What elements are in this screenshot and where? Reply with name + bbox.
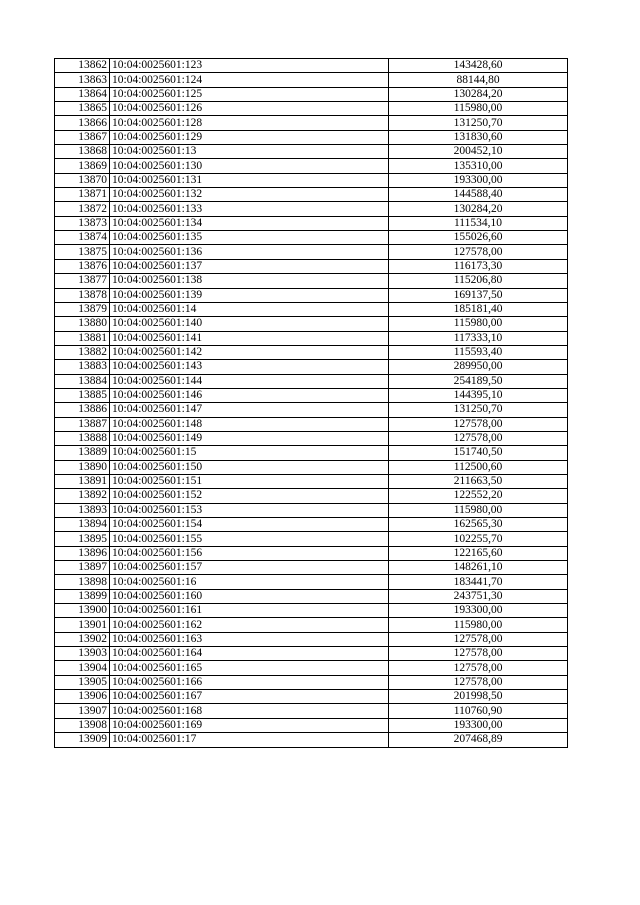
cadastral-number-cell: 10:04:0025601:143 <box>110 360 389 374</box>
row-number-cell: 13887 <box>55 417 110 431</box>
row-number-cell: 13866 <box>55 116 110 130</box>
row-number-cell: 13900 <box>55 604 110 618</box>
table-row <box>55 87 568 101</box>
cadastral-number-cell: 10:04:0025601:149 <box>110 431 389 445</box>
row-number-cell: 13908 <box>55 718 110 732</box>
table-row <box>55 518 568 532</box>
cadastral-number-cell: 10:04:0025601:142 <box>110 345 389 359</box>
row-number-cell: 13862 <box>55 59 110 73</box>
table-row <box>55 661 568 675</box>
row-number-cell: 13905 <box>55 675 110 689</box>
cadastral-number-cell: 10:04:0025601:137 <box>110 259 389 273</box>
cadastral-number-cell: 10:04:0025601:124 <box>110 73 389 87</box>
table-row <box>55 130 568 144</box>
table-row <box>55 216 568 230</box>
table-row <box>55 632 568 646</box>
table-row <box>55 647 568 661</box>
row-number-cell: 13888 <box>55 431 110 445</box>
cadastral-value-cell: 130284,20 <box>389 202 568 216</box>
cadastral-number-cell: 10:04:0025601:131 <box>110 173 389 187</box>
table-row <box>55 489 568 503</box>
row-number-cell: 13902 <box>55 632 110 646</box>
cadastral-number-cell: 10:04:0025601:13 <box>110 145 389 159</box>
cadastral-number-cell: 10:04:0025601:146 <box>110 388 389 402</box>
row-number-cell: 13897 <box>55 561 110 575</box>
cadastral-value-cell: 115593,40 <box>389 345 568 359</box>
row-number-cell: 13879 <box>55 302 110 316</box>
cadastral-number-cell: 10:04:0025601:134 <box>110 216 389 230</box>
cadastral-value-cell: 144395,10 <box>389 388 568 402</box>
cadastral-number-cell: 10:04:0025601:128 <box>110 116 389 130</box>
table-row <box>55 116 568 130</box>
table-row <box>55 733 568 747</box>
cadastral-value-cell: 143428,60 <box>389 59 568 73</box>
row-number-cell: 13899 <box>55 589 110 603</box>
cadastral-value-cell: 122552,20 <box>389 489 568 503</box>
row-number-cell: 13881 <box>55 331 110 345</box>
row-number-cell: 13868 <box>55 145 110 159</box>
cadastral-number-cell: 10:04:0025601:163 <box>110 632 389 646</box>
row-number-cell: 13898 <box>55 575 110 589</box>
cadastral-number-cell: 10:04:0025601:164 <box>110 647 389 661</box>
cadastral-number-cell: 10:04:0025601:157 <box>110 561 389 575</box>
cadastral-value-cell: 117333,10 <box>389 331 568 345</box>
row-number-cell: 13901 <box>55 618 110 632</box>
table-row <box>55 460 568 474</box>
cadastral-value-cell: 127578,00 <box>389 661 568 675</box>
cadastral-value-cell: 151740,50 <box>389 446 568 460</box>
cadastral-number-cell: 10:04:0025601:167 <box>110 690 389 704</box>
table-row <box>55 173 568 187</box>
cadastral-value-cell: 127578,00 <box>389 675 568 689</box>
row-number-cell: 13885 <box>55 388 110 402</box>
cadastral-number-cell: 10:04:0025601:154 <box>110 518 389 532</box>
cadastral-value-cell: 207468,89 <box>389 733 568 747</box>
row-number-cell: 13869 <box>55 159 110 173</box>
cadastral-number-cell: 10:04:0025601:136 <box>110 245 389 259</box>
cadastral-value-cell: 131250,70 <box>389 403 568 417</box>
row-number-cell: 13883 <box>55 360 110 374</box>
cadastral-number-cell: 10:04:0025601:126 <box>110 102 389 116</box>
table-row <box>55 145 568 159</box>
cadastral-value-cell: 131830,60 <box>389 130 568 144</box>
table-row <box>55 202 568 216</box>
cadastral-number-cell: 10:04:0025601:148 <box>110 417 389 431</box>
cadastral-number-cell: 10:04:0025601:166 <box>110 675 389 689</box>
table-row <box>55 675 568 689</box>
row-number-cell: 13892 <box>55 489 110 503</box>
row-number-cell: 13907 <box>55 704 110 718</box>
row-number-cell: 13891 <box>55 474 110 488</box>
cadastral-value-cell: 193300,00 <box>389 173 568 187</box>
cadastral-value-cell: 115980,00 <box>389 618 568 632</box>
row-number-cell: 13863 <box>55 73 110 87</box>
row-number-cell: 13896 <box>55 546 110 560</box>
cadastral-value-cell: 110760,90 <box>389 704 568 718</box>
cadastral-value-cell: 193300,00 <box>389 718 568 732</box>
cadastral-value-cell: 127578,00 <box>389 417 568 431</box>
cadastral-number-cell: 10:04:0025601:155 <box>110 532 389 546</box>
table-row <box>55 374 568 388</box>
cadastral-number-cell: 10:04:0025601:16 <box>110 575 389 589</box>
row-number-cell: 13872 <box>55 202 110 216</box>
cadastral-value-cell: 115206,80 <box>389 274 568 288</box>
row-number-cell: 13877 <box>55 274 110 288</box>
cadastral-value-cell: 289950,00 <box>389 360 568 374</box>
cadastral-value-cell: 144588,40 <box>389 188 568 202</box>
cadastral-number-cell: 10:04:0025601:152 <box>110 489 389 503</box>
table-row <box>55 331 568 345</box>
row-number-cell: 13903 <box>55 647 110 661</box>
cadastral-number-cell: 10:04:0025601:165 <box>110 661 389 675</box>
table-row <box>55 561 568 575</box>
row-number-cell: 13904 <box>55 661 110 675</box>
table-row <box>55 345 568 359</box>
table-row <box>55 73 568 87</box>
table-row <box>55 188 568 202</box>
table-row <box>55 317 568 331</box>
cadastral-number-cell: 10:04:0025601:161 <box>110 604 389 618</box>
table-row <box>55 604 568 618</box>
cadastral-number-cell: 10:04:0025601:151 <box>110 474 389 488</box>
cadastral-number-cell: 10:04:0025601:140 <box>110 317 389 331</box>
row-number-cell: 13894 <box>55 518 110 532</box>
table-row <box>55 245 568 259</box>
table-row <box>55 274 568 288</box>
cadastral-value-cell: 185181,40 <box>389 302 568 316</box>
row-number-cell: 13874 <box>55 231 110 245</box>
row-number-cell: 13875 <box>55 245 110 259</box>
cadastral-number-cell: 10:04:0025601:15 <box>110 446 389 460</box>
table-row <box>55 690 568 704</box>
row-number-cell: 13890 <box>55 460 110 474</box>
row-number-cell: 13895 <box>55 532 110 546</box>
table-row <box>55 618 568 632</box>
table-row <box>55 360 568 374</box>
cadastral-number-cell: 10:04:0025601:133 <box>110 202 389 216</box>
table-row <box>55 474 568 488</box>
cadastral-value-cell: 127578,00 <box>389 632 568 646</box>
cadastral-value-cell: 135310,00 <box>389 159 568 173</box>
cadastral-number-cell: 10:04:0025601:147 <box>110 403 389 417</box>
row-number-cell: 13865 <box>55 102 110 116</box>
table-row <box>55 503 568 517</box>
table-row <box>55 532 568 546</box>
row-number-cell: 13876 <box>55 259 110 273</box>
row-number-cell: 13882 <box>55 345 110 359</box>
table-row <box>55 302 568 316</box>
table-row <box>55 417 568 431</box>
cadastral-value-cell: 115980,00 <box>389 503 568 517</box>
cadastral-number-cell: 10:04:0025601:162 <box>110 618 389 632</box>
cadastral-value-cell: 254189,50 <box>389 374 568 388</box>
cadastral-value-cell: 131250,70 <box>389 116 568 130</box>
cadastral-number-cell: 10:04:0025601:14 <box>110 302 389 316</box>
table-row <box>55 546 568 560</box>
row-number-cell: 13889 <box>55 446 110 460</box>
cadastral-value-cell: 200452,10 <box>389 145 568 159</box>
cadastral-value-cell: 127578,00 <box>389 245 568 259</box>
table-row <box>55 446 568 460</box>
row-number-cell: 13893 <box>55 503 110 517</box>
row-number-cell: 13886 <box>55 403 110 417</box>
cadastral-value-cell: 122165,60 <box>389 546 568 560</box>
cadastral-number-cell: 10:04:0025601:156 <box>110 546 389 560</box>
cadastral-value-cell: 111534,10 <box>389 216 568 230</box>
cadastral-number-cell: 10:04:0025601:138 <box>110 274 389 288</box>
cadastral-number-cell: 10:04:0025601:135 <box>110 231 389 245</box>
cadastral-number-cell: 10:04:0025601:132 <box>110 188 389 202</box>
cadastral-number-cell: 10:04:0025601:144 <box>110 374 389 388</box>
cadastral-value-cell: 88144,80 <box>389 73 568 87</box>
table-row <box>55 718 568 732</box>
cadastral-number-cell: 10:04:0025601:139 <box>110 288 389 302</box>
cadastral-value-cell: 193300,00 <box>389 604 568 618</box>
cadastral-value-cell: 116173,30 <box>389 259 568 273</box>
cadastral-number-cell: 10:04:0025601:123 <box>110 59 389 73</box>
cadastral-value-cell: 183441,70 <box>389 575 568 589</box>
cadastral-number-cell: 10:04:0025601:125 <box>110 87 389 101</box>
cadastral-value-cell: 127578,00 <box>389 431 568 445</box>
cadastral-number-cell: 10:04:0025601:129 <box>110 130 389 144</box>
row-number-cell: 13870 <box>55 173 110 187</box>
table-row <box>55 403 568 417</box>
table-row <box>55 159 568 173</box>
cadastral-value-cell: 130284,20 <box>389 87 568 101</box>
row-number-cell: 13873 <box>55 216 110 230</box>
table-row <box>55 259 568 273</box>
row-number-cell: 13867 <box>55 130 110 144</box>
cadastral-value-table <box>54 58 568 748</box>
table-row <box>55 231 568 245</box>
table-row <box>55 102 568 116</box>
cadastral-number-cell: 10:04:0025601:150 <box>110 460 389 474</box>
table-row <box>55 59 568 73</box>
cadastral-value-cell: 115980,00 <box>389 102 568 116</box>
cadastral-number-cell: 10:04:0025601:168 <box>110 704 389 718</box>
row-number-cell: 13878 <box>55 288 110 302</box>
cadastral-number-cell: 10:04:0025601:141 <box>110 331 389 345</box>
cadastral-number-cell: 10:04:0025601:130 <box>110 159 389 173</box>
row-number-cell: 13871 <box>55 188 110 202</box>
cadastral-value-cell: 201998,50 <box>389 690 568 704</box>
table-row <box>55 288 568 302</box>
cadastral-value-cell: 169137,50 <box>389 288 568 302</box>
row-number-cell: 13864 <box>55 87 110 101</box>
table-row <box>55 388 568 402</box>
cadastral-value-cell: 115980,00 <box>389 317 568 331</box>
table-row <box>55 575 568 589</box>
cadastral-value-cell: 162565,30 <box>389 518 568 532</box>
table-row <box>55 589 568 603</box>
cadastral-value-cell: 243751,30 <box>389 589 568 603</box>
cadastral-value-cell: 127578,00 <box>389 647 568 661</box>
cadastral-value-cell: 211663,50 <box>389 474 568 488</box>
table-body <box>55 59 568 748</box>
table-row <box>55 704 568 718</box>
cadastral-number-cell: 10:04:0025601:169 <box>110 718 389 732</box>
cadastral-value-cell: 155026,60 <box>389 231 568 245</box>
cadastral-value-cell: 102255,70 <box>389 532 568 546</box>
cadastral-number-cell: 10:04:0025601:17 <box>110 733 389 747</box>
table-row <box>55 431 568 445</box>
cadastral-value-cell: 112500,60 <box>389 460 568 474</box>
cadastral-number-cell: 10:04:0025601:153 <box>110 503 389 517</box>
row-number-cell: 13880 <box>55 317 110 331</box>
row-number-cell: 13909 <box>55 733 110 747</box>
cadastral-value-cell: 148261,10 <box>389 561 568 575</box>
cadastral-number-cell: 10:04:0025601:160 <box>110 589 389 603</box>
row-number-cell: 13884 <box>55 374 110 388</box>
row-number-cell: 13906 <box>55 690 110 704</box>
